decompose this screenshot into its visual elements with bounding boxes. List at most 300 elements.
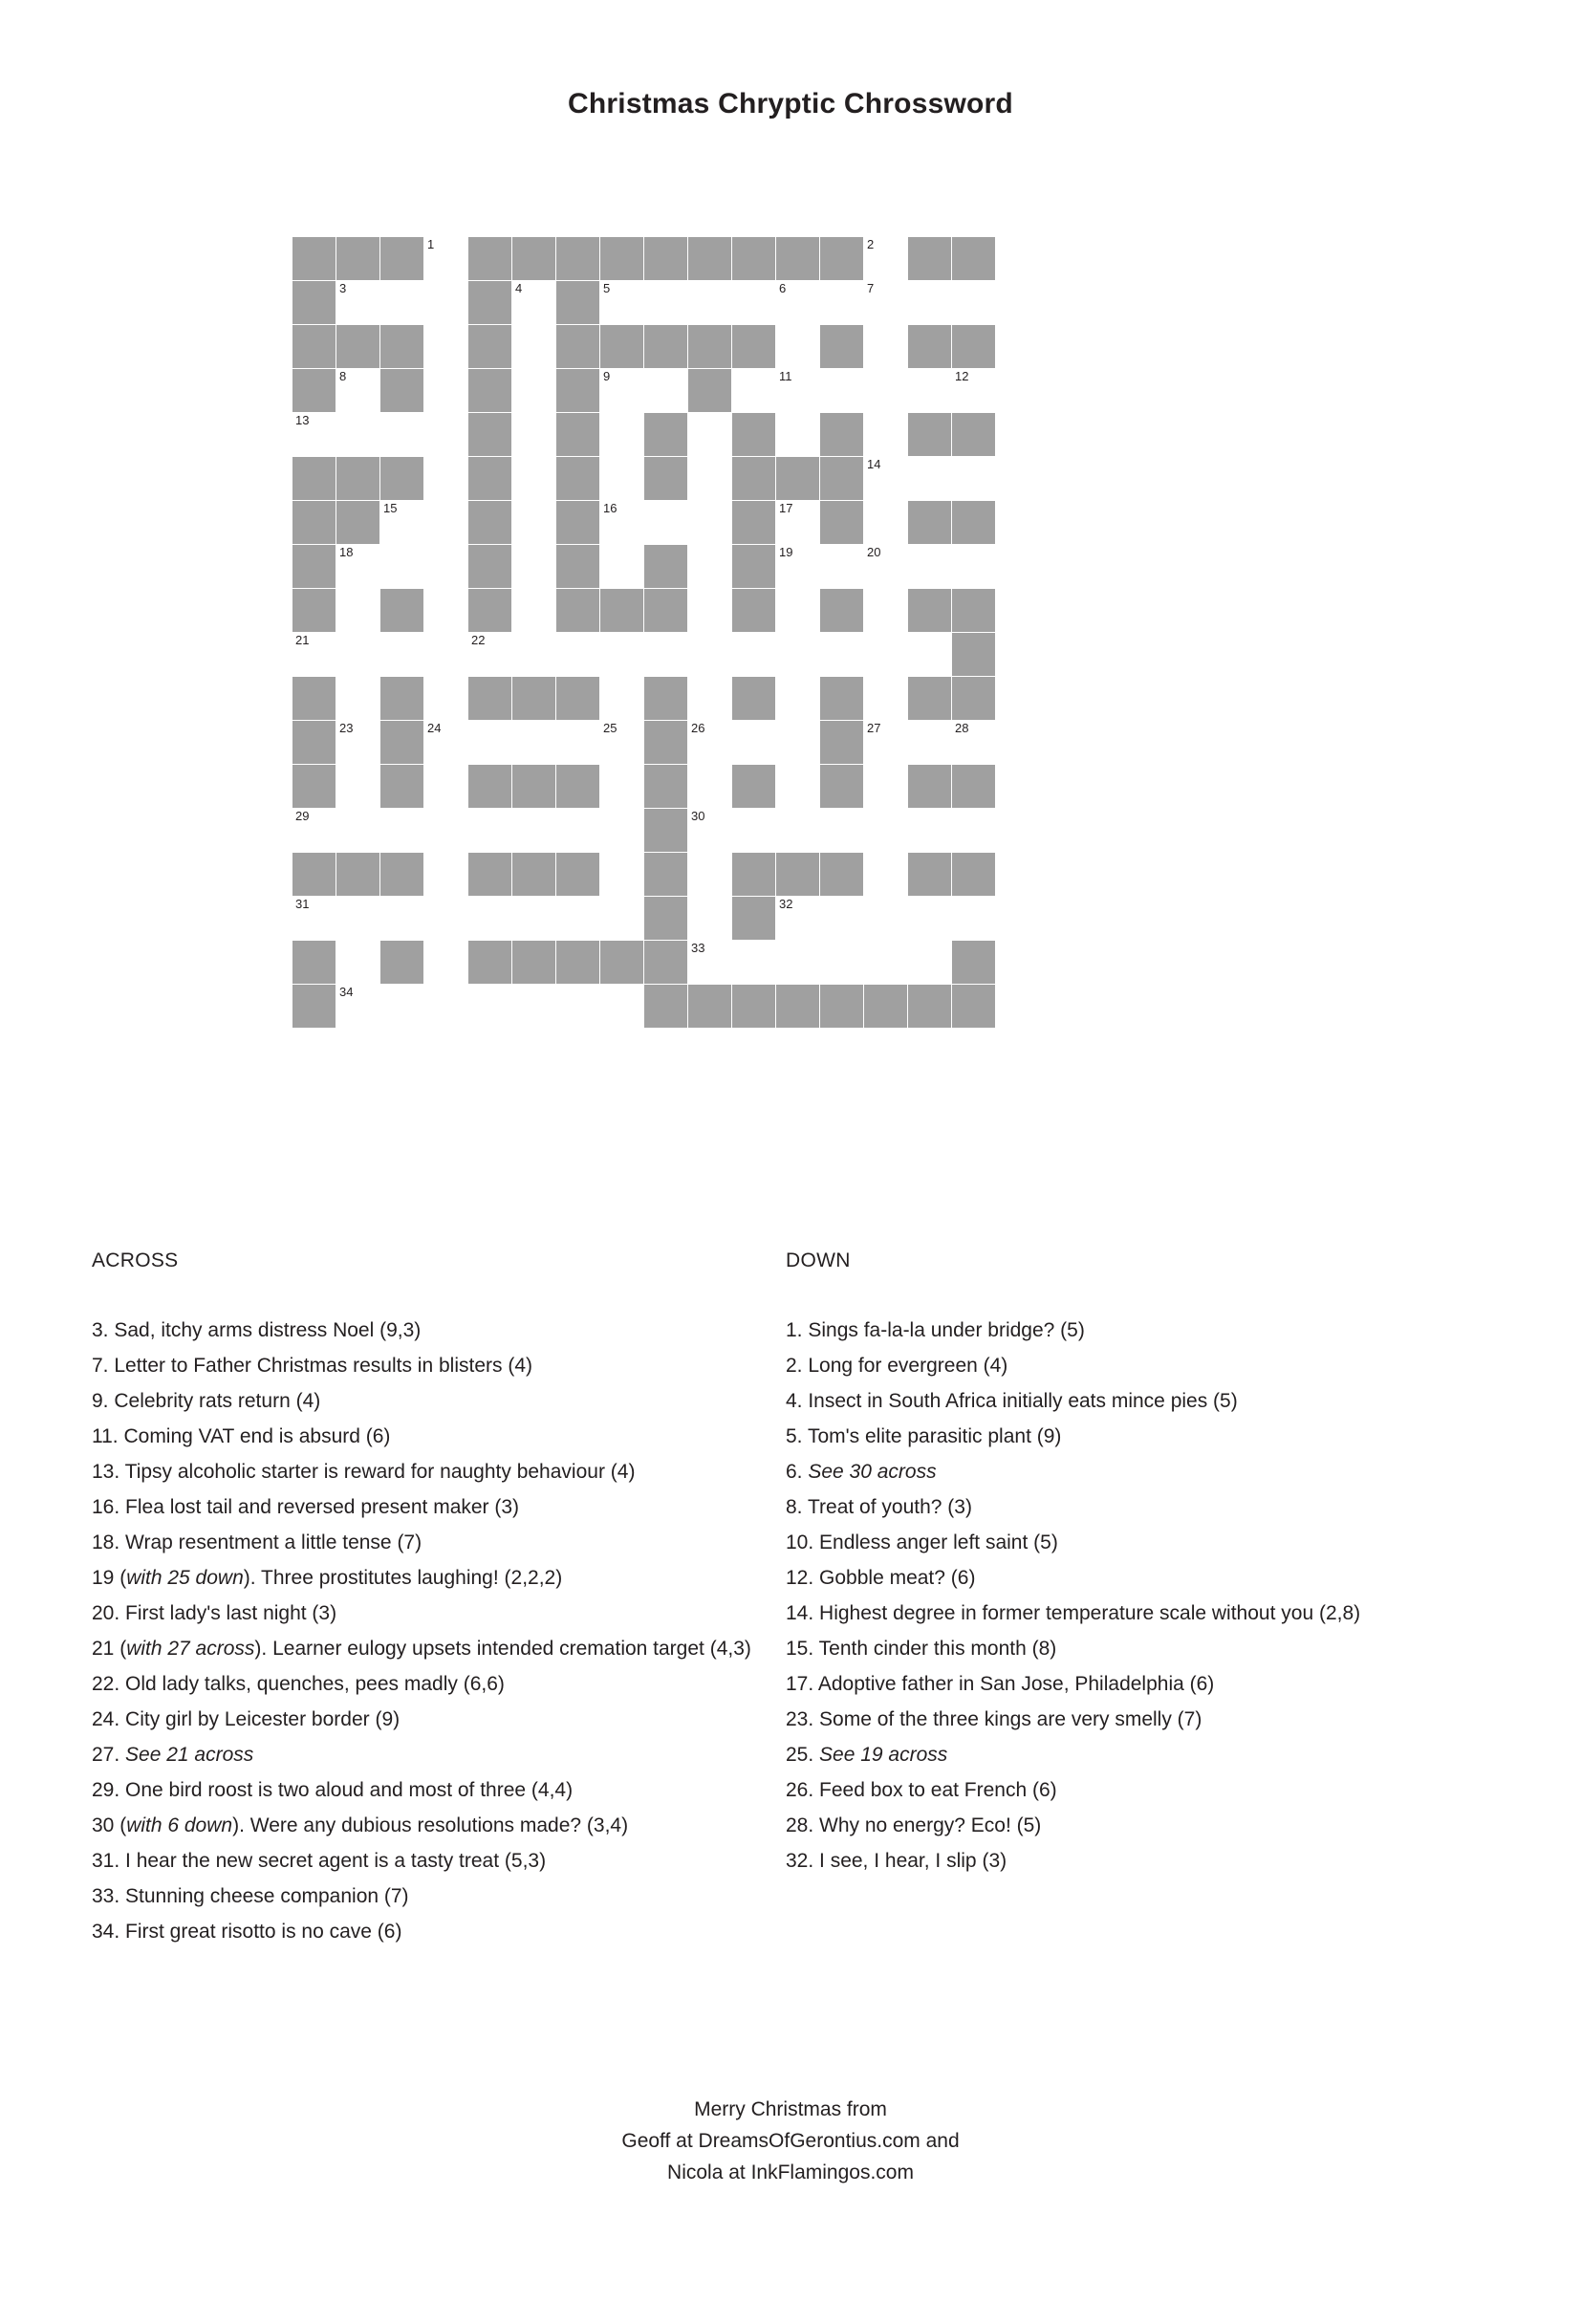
grid-row <box>292 325 996 369</box>
grid-cell-open[interactable] <box>512 897 556 941</box>
grid-cell-open[interactable] <box>688 501 732 545</box>
grid-cell-blank <box>952 985 996 1029</box>
grid-cell-open[interactable] <box>468 809 512 853</box>
grid-cell-open[interactable] <box>952 457 996 501</box>
grid-cell-blank <box>908 237 952 281</box>
grid-cell-blank <box>952 325 996 369</box>
grid-cell-open[interactable] <box>424 897 468 941</box>
grid-cell-blank <box>644 897 688 941</box>
footer-line-2: Geoff at DreamsOfGerontius.com and <box>621 2130 960 2152</box>
grid-cell-open[interactable] <box>776 413 820 457</box>
grid-cell-open[interactable] <box>424 589 468 633</box>
grid-cell-open[interactable] <box>380 413 424 457</box>
grid-cell-open[interactable] <box>600 677 644 721</box>
grid-cell-open[interactable] <box>864 809 908 853</box>
grid-cell-blank <box>644 941 688 985</box>
grid-row <box>292 633 996 677</box>
grid-cell-open[interactable] <box>952 545 996 589</box>
grid-cell-blank <box>336 457 380 501</box>
grid-cell-open[interactable] <box>952 809 996 853</box>
grid-cell-open[interactable] <box>600 413 644 457</box>
grid-cell-open[interactable] <box>908 369 952 413</box>
grid-cell-blank <box>644 413 688 457</box>
grid-cell-blank <box>380 721 424 765</box>
grid-cell-blank <box>732 413 776 457</box>
crossword-grid[interactable] <box>292 236 996 1029</box>
grid-cell-open[interactable] <box>732 633 776 677</box>
grid-cell-open[interactable] <box>336 765 380 809</box>
grid-cell-blank <box>292 985 336 1029</box>
grid-cell-open[interactable] <box>732 721 776 765</box>
grid-cell-open[interactable] <box>820 941 864 985</box>
grid-cell-open[interactable] <box>600 369 644 413</box>
grid-cell-number: 28 <box>955 721 969 735</box>
grid-cell-open[interactable] <box>776 721 820 765</box>
grid-cell-number: 16 <box>603 501 617 515</box>
grid-cell-open[interactable] <box>424 941 468 985</box>
grid-cell-open[interactable] <box>556 809 600 853</box>
grid-cell-open[interactable] <box>468 897 512 941</box>
grid-cell-open[interactable] <box>776 809 820 853</box>
down-clue-list <box>786 1313 1512 1879</box>
grid-cell-open[interactable] <box>424 721 468 765</box>
grid-cell-blank <box>732 897 776 941</box>
grid-cell-open[interactable] <box>336 985 380 1029</box>
grid-cell-open[interactable] <box>468 985 512 1029</box>
grid-cell-open[interactable] <box>512 545 556 589</box>
clue-item: 25. See 19 across <box>786 1744 948 1766</box>
grid-row <box>292 545 996 589</box>
grid-cell-open[interactable] <box>908 721 952 765</box>
grid-cell-open[interactable] <box>688 677 732 721</box>
grid-cell-blank <box>556 677 600 721</box>
grid-cell-blank <box>468 677 512 721</box>
grid-cell-open[interactable] <box>336 809 380 853</box>
grid-cell-open[interactable] <box>600 897 644 941</box>
grid-cell-open[interactable] <box>424 677 468 721</box>
grid-cell-blank <box>468 413 512 457</box>
grid-cell-blank <box>468 501 512 545</box>
grid-cell-blank <box>468 325 512 369</box>
grid-cell-open[interactable] <box>688 897 732 941</box>
grid-cell-open[interactable] <box>688 457 732 501</box>
grid-cell-open[interactable] <box>776 281 820 325</box>
footer-line-1: Merry Christmas from <box>694 2098 887 2120</box>
grid-cell-open[interactable] <box>776 369 820 413</box>
grid-cell-open[interactable] <box>820 897 864 941</box>
grid-cell-open[interactable] <box>424 325 468 369</box>
grid-cell-blank <box>732 589 776 633</box>
grid-cell-blank <box>820 985 864 1029</box>
grid-cell-blank <box>336 501 380 545</box>
grid-cell-blank <box>600 589 644 633</box>
grid-cell-open[interactable] <box>424 985 468 1029</box>
grid-cell-open[interactable] <box>864 633 908 677</box>
grid-cell-open[interactable] <box>688 413 732 457</box>
grid-cell-open[interactable] <box>820 809 864 853</box>
grid-cell-blank <box>292 457 336 501</box>
grid-cell-blank <box>908 501 952 545</box>
grid-cell-open[interactable] <box>424 281 468 325</box>
grid-cell-blank <box>776 457 820 501</box>
grid-cell-open[interactable] <box>600 809 644 853</box>
grid-row <box>292 589 996 633</box>
grid-cell-open[interactable] <box>600 457 644 501</box>
grid-cell-open[interactable] <box>600 765 644 809</box>
grid-cell-open[interactable] <box>336 633 380 677</box>
grid-cell-open[interactable] <box>864 325 908 369</box>
grid-cell-open[interactable] <box>336 589 380 633</box>
grid-cell-open[interactable] <box>380 985 424 1029</box>
grid-cell-open[interactable] <box>644 369 688 413</box>
grid-cell-blank <box>292 545 336 589</box>
grid-cell-open[interactable] <box>864 677 908 721</box>
grid-cell-open[interactable] <box>776 501 820 545</box>
grid-cell-blank <box>908 985 952 1029</box>
grid-cell-open[interactable] <box>600 501 644 545</box>
grid-cell-open[interactable] <box>864 545 908 589</box>
grid-cell-open[interactable] <box>424 237 468 281</box>
clue-item: 28. Why no energy? Eco! (5) <box>786 1814 1042 1836</box>
grid-cell-blank <box>512 677 556 721</box>
grid-cell-blank <box>644 853 688 897</box>
grid-cell-open[interactable] <box>336 413 380 457</box>
grid-cell-blank <box>644 545 688 589</box>
grid-cell-blank <box>688 369 732 413</box>
grid-cell-open[interactable] <box>380 281 424 325</box>
grid-cell-open[interactable] <box>644 281 688 325</box>
grid-cell-blank <box>952 501 996 545</box>
grid-cell-open[interactable] <box>336 677 380 721</box>
grid-cell-open[interactable] <box>820 633 864 677</box>
grid-cell-open[interactable] <box>776 765 820 809</box>
grid-cell-open[interactable] <box>556 721 600 765</box>
grid-cell-blank <box>644 677 688 721</box>
grid-cell-blank <box>908 325 952 369</box>
grid-cell-open[interactable] <box>468 633 512 677</box>
grid-row <box>292 941 996 985</box>
grid-cell-open[interactable] <box>776 589 820 633</box>
grid-cell-open[interactable] <box>556 633 600 677</box>
grid-cell-open[interactable] <box>732 941 776 985</box>
grid-cell-open[interactable] <box>512 633 556 677</box>
grid-cell-open[interactable] <box>556 897 600 941</box>
grid-cell-open[interactable] <box>864 853 908 897</box>
down-heading: DOWN <box>786 1249 851 1271</box>
grid-cell-open[interactable] <box>600 281 644 325</box>
grid-cell-blank <box>952 765 996 809</box>
grid-cell-open[interactable] <box>336 897 380 941</box>
down-column <box>786 1249 1512 1879</box>
grid-cell-open[interactable] <box>380 545 424 589</box>
grid-cell-open[interactable] <box>600 985 644 1029</box>
clue-item: 34. First great risotto is no cave (6) <box>92 1921 402 1943</box>
grid-cell-blank <box>820 501 864 545</box>
grid-cell-open[interactable] <box>600 633 644 677</box>
grid-cell-number: 1 <box>427 237 435 251</box>
grid-cell-open[interactable] <box>512 413 556 457</box>
page-title: Christmas Chryptic Chrossword <box>568 88 1013 119</box>
grid-cell-blank <box>952 237 996 281</box>
grid-cell-open[interactable] <box>908 545 952 589</box>
grid-cell-number: 33 <box>691 941 705 955</box>
grid-cell-open[interactable] <box>688 281 732 325</box>
grid-cell-open[interactable] <box>952 369 996 413</box>
clue-item: 20. First lady's last night (3) <box>92 1602 337 1624</box>
grid-cell-open[interactable] <box>820 281 864 325</box>
grid-cell-blank <box>600 237 644 281</box>
grid-cell-open[interactable] <box>732 369 776 413</box>
grid-cell-blank <box>820 677 864 721</box>
grid-cell-open[interactable] <box>688 633 732 677</box>
grid-cell-open[interactable] <box>424 809 468 853</box>
grid-cell-blank <box>512 853 556 897</box>
grid-cell-blank <box>864 985 908 1029</box>
grid-cell-open[interactable] <box>864 897 908 941</box>
grid-cell-open[interactable] <box>820 545 864 589</box>
grid-table[interactable] <box>292 236 996 1029</box>
grid-cell-open[interactable] <box>732 281 776 325</box>
grid-cell-open[interactable] <box>512 281 556 325</box>
grid-cell-open[interactable] <box>292 413 336 457</box>
grid-cell-open[interactable] <box>600 853 644 897</box>
grid-cell-number: 20 <box>867 545 881 559</box>
grid-cell-open[interactable] <box>512 369 556 413</box>
grid-cell-blank <box>776 985 820 1029</box>
grid-cell-open[interactable] <box>688 809 732 853</box>
grid-cell-open[interactable] <box>380 633 424 677</box>
grid-cell-blank <box>468 765 512 809</box>
grid-cell-open[interactable] <box>424 765 468 809</box>
grid-cell-open[interactable] <box>908 809 952 853</box>
grid-cell-blank <box>292 325 336 369</box>
grid-cell-open[interactable] <box>864 281 908 325</box>
grid-cell-open[interactable] <box>864 941 908 985</box>
grid-cell-blank <box>380 369 424 413</box>
grid-cell-open[interactable] <box>776 677 820 721</box>
grid-cell-open[interactable] <box>908 457 952 501</box>
grid-cell-blank <box>468 589 512 633</box>
grid-cell-number: 2 <box>867 237 875 251</box>
grid-cell-blank <box>380 853 424 897</box>
grid-cell-blank <box>556 545 600 589</box>
grid-cell-blank <box>336 237 380 281</box>
grid-cell-blank <box>732 853 776 897</box>
grid-cell-blank <box>512 237 556 281</box>
across-column <box>92 1249 780 1949</box>
grid-cell-open[interactable] <box>380 809 424 853</box>
grid-cell-open[interactable] <box>292 633 336 677</box>
grid-cell-open[interactable] <box>556 985 600 1029</box>
grid-cell-open[interactable] <box>688 545 732 589</box>
grid-cell-open[interactable] <box>732 809 776 853</box>
grid-cell-blank <box>908 677 952 721</box>
grid-cell-blank <box>556 853 600 897</box>
grid-cell-open[interactable] <box>336 369 380 413</box>
grid-cell-number: 15 <box>383 501 398 515</box>
grid-cell-open[interactable] <box>688 941 732 985</box>
clue-item: 14. Highest degree in former temperature scale without you (2,8) <box>786 1602 1361 1624</box>
grid-cell-open[interactable] <box>820 369 864 413</box>
clue-item: 13. Tipsy alcoholic starter is reward for naughty behaviour (4) <box>92 1461 636 1483</box>
grid-cell-blank <box>556 765 600 809</box>
grid-cell-open[interactable] <box>776 545 820 589</box>
grid-cell-blank <box>776 237 820 281</box>
grid-cell-open[interactable] <box>512 501 556 545</box>
grid-cell-open[interactable] <box>908 897 952 941</box>
grid-cell-open[interactable] <box>292 809 336 853</box>
grid-cell-blank <box>732 501 776 545</box>
grid-cell-open[interactable] <box>688 853 732 897</box>
clue-item: 9. Celebrity rats return (4) <box>92 1390 321 1412</box>
grid-cell-blank <box>292 853 336 897</box>
across-clue-list <box>92 1313 780 1949</box>
grid-cell-blank <box>292 721 336 765</box>
grid-cell-open[interactable] <box>468 721 512 765</box>
grid-cell-open[interactable] <box>512 985 556 1029</box>
grid-cell-open[interactable] <box>380 897 424 941</box>
crossword-page <box>0 88 1581 2324</box>
grid-cell-open[interactable] <box>952 721 996 765</box>
grid-cell-blank <box>820 325 864 369</box>
grid-cell-blank <box>644 457 688 501</box>
grid-cell-open[interactable] <box>644 633 688 677</box>
grid-cell-open[interactable] <box>336 545 380 589</box>
grid-cell-open[interactable] <box>908 281 952 325</box>
clue-item: 6. See 30 across <box>786 1461 937 1483</box>
grid-cell-open[interactable] <box>776 633 820 677</box>
grid-cell-blank <box>644 721 688 765</box>
grid-cell-number: 29 <box>295 809 310 823</box>
clue-item: 31. I hear the new secret agent is a tasty treat (5,3) <box>92 1850 547 1872</box>
grid-cell-open[interactable] <box>292 897 336 941</box>
grid-cell-open[interactable] <box>336 281 380 325</box>
grid-cell-open[interactable] <box>864 589 908 633</box>
grid-cell-blank <box>468 545 512 589</box>
grid-cell-open[interactable] <box>424 369 468 413</box>
grid-cell-blank <box>556 589 600 633</box>
grid-cell-open[interactable] <box>424 413 468 457</box>
grid-cell-blank <box>380 589 424 633</box>
grid-cell-blank <box>688 237 732 281</box>
grid-row <box>292 809 996 853</box>
grid-cell-open[interactable] <box>600 721 644 765</box>
grid-cell-blank <box>292 281 336 325</box>
grid-row <box>292 237 996 281</box>
grid-cell-open[interactable] <box>952 281 996 325</box>
grid-cell-open[interactable] <box>512 589 556 633</box>
grid-cell-open[interactable] <box>424 545 468 589</box>
grid-cell-open[interactable] <box>512 457 556 501</box>
grid-cell-open[interactable] <box>864 237 908 281</box>
grid-cell-open[interactable] <box>864 457 908 501</box>
grid-cell-blank <box>292 941 336 985</box>
grid-cell-open[interactable] <box>864 721 908 765</box>
grid-cell-blank <box>292 501 336 545</box>
grid-cell-blank <box>380 765 424 809</box>
clue-item: 22. Old lady talks, quenches, pees madly (6,6) <box>92 1673 505 1695</box>
grid-cell-blank <box>820 589 864 633</box>
grid-cell-blank <box>644 765 688 809</box>
grid-cell-number: 13 <box>295 413 310 427</box>
grid-cell-open[interactable] <box>952 897 996 941</box>
grid-cell-open[interactable] <box>424 501 468 545</box>
grid-cell-open[interactable] <box>424 853 468 897</box>
grid-cell-blank <box>776 853 820 897</box>
grid-cell-open[interactable] <box>336 721 380 765</box>
grid-cell-open[interactable] <box>864 369 908 413</box>
grid-cell-number: 24 <box>427 721 442 735</box>
grid-row <box>292 501 996 545</box>
grid-cell-number: 7 <box>867 281 875 295</box>
grid-cell-open[interactable] <box>512 809 556 853</box>
grid-cell-blank <box>468 457 512 501</box>
clue-item: 7. Letter to Father Christmas results in blisters (4) <box>92 1355 532 1377</box>
grid-cell-blank <box>644 809 688 853</box>
grid-cell-blank <box>556 413 600 457</box>
grid-cell-blank <box>820 853 864 897</box>
grid-cell-number: 5 <box>603 281 611 295</box>
clue-item: 1. Sings fa-la-la under bridge? (5) <box>786 1319 1085 1341</box>
grid-cell-blank <box>644 237 688 281</box>
clue-item: 12. Gobble meat? (6) <box>786 1567 976 1589</box>
grid-cell-open[interactable] <box>688 721 732 765</box>
across-heading: ACROSS <box>92 1249 179 1271</box>
grid-cell-open[interactable] <box>512 325 556 369</box>
clue-item: 3. Sad, itchy arms distress Noel (9,3) <box>92 1319 422 1341</box>
grid-cell-open[interactable] <box>688 589 732 633</box>
grid-cell-open[interactable] <box>908 941 952 985</box>
grid-cell-blank <box>644 325 688 369</box>
clue-item: 2. Long for evergreen (4) <box>786 1355 1008 1377</box>
grid-cell-blank <box>732 765 776 809</box>
grid-cell-open[interactable] <box>336 941 380 985</box>
grid-cell-number: 18 <box>339 545 354 559</box>
grid-cell-open[interactable] <box>864 413 908 457</box>
grid-cell-open[interactable] <box>864 765 908 809</box>
grid-cell-number: 23 <box>339 721 354 735</box>
grid-cell-open[interactable] <box>424 457 468 501</box>
grid-cell-blank <box>952 941 996 985</box>
grid-cell-open[interactable] <box>776 941 820 985</box>
grid-cell-blank <box>380 457 424 501</box>
grid-cell-open[interactable] <box>380 501 424 545</box>
grid-cell-open[interactable] <box>908 633 952 677</box>
grid-cell-open[interactable] <box>776 897 820 941</box>
grid-cell-blank <box>292 237 336 281</box>
grid-cell-blank <box>468 853 512 897</box>
grid-cell-open[interactable] <box>864 501 908 545</box>
grid-cell-number: 9 <box>603 369 611 383</box>
grid-cell-open[interactable] <box>424 633 468 677</box>
footer-line-3: Nicola at InkFlamingos.com <box>667 2161 914 2183</box>
grid-cell-open[interactable] <box>776 325 820 369</box>
clue-item: 10. Endless anger left saint (5) <box>786 1531 1058 1553</box>
grid-cell-number: 17 <box>779 501 793 515</box>
grid-cell-open[interactable] <box>644 501 688 545</box>
clue-item: 21 (with 27 across). Learner eulogy upsets intended cremation target (4,3) <box>92 1638 751 1660</box>
grid-cell-open[interactable] <box>600 545 644 589</box>
clue-item: 27. See 21 across <box>92 1744 254 1766</box>
grid-cell-blank <box>468 237 512 281</box>
grid-cell-blank <box>732 457 776 501</box>
grid-cell-blank <box>952 633 996 677</box>
grid-cell-number: 21 <box>295 633 310 647</box>
grid-cell-open[interactable] <box>512 721 556 765</box>
grid-cell-blank <box>468 941 512 985</box>
grid-cell-blank <box>644 985 688 1029</box>
grid-cell-open[interactable] <box>688 765 732 809</box>
